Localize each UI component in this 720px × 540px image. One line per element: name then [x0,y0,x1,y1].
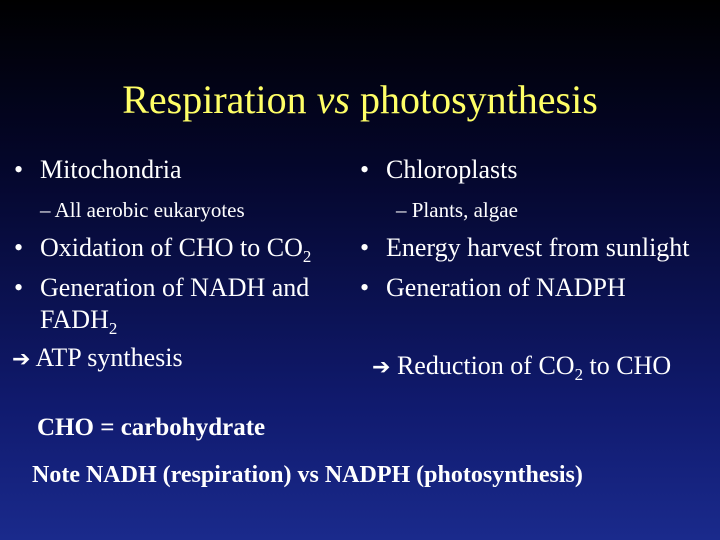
cho-definition-note: CHO = carbohydrate [37,414,266,441]
left-bullet-3-sub: 2 [108,318,118,338]
bullet-icon: • [14,273,24,302]
bullet-icon: • [360,273,370,302]
left-bullet-2-text: Oxidation of CHO to CO [40,233,303,262]
right-bullet-2-text: Energy harvest from sunlight [386,233,690,262]
right-arrow-icon: ➔ [12,347,31,372]
left-sub-eukaryotes: – All aerobic eukaryotes [40,198,245,222]
right-result [372,351,672,384]
left-bullet-1-text: Mitochondria [40,155,182,184]
left-bullet-3-line2: FADH [40,305,109,334]
left-bullet-2-sub: 2 [302,246,312,266]
bullet-icon: • [14,233,24,262]
right-bullet-energy [360,234,690,263]
right-bullet-1-text: Chloroplasts [386,155,518,184]
right-result-sub: 2 [574,364,584,384]
left-bullet-mitochondria [14,156,182,185]
left-result [12,344,183,373]
right-bullet-chloroplasts [360,156,517,185]
bullet-icon: • [360,233,370,262]
right-sub-plants: – Plants, algae [396,198,518,222]
bullet-icon: • [360,155,370,184]
left-bullet-3-line1: Generation of NADH and [40,273,310,302]
right-bullet-nadph [360,274,626,303]
right-bullet-3-text: Generation of NADPH [386,273,626,302]
right-result-text: Reduction of CO [396,351,575,380]
bullet-icon: • [14,155,24,184]
nadh-nadph-note: Note NADH (respiration) vs NADPH (photosynthesis) [32,462,583,488]
right-arrow-icon: ➔ [372,355,391,380]
title-vs: vs [316,77,350,122]
left-bullet-generation [14,274,309,303]
right-result-tail: to CHO [583,351,672,380]
left-result-text: ATP synthesis [35,343,183,372]
left-bullet-generation-line2 [40,305,118,338]
title-part1: Respiration [122,77,317,122]
title-part2: photosynthesis [349,77,598,122]
left-bullet-oxidation [14,233,312,266]
slide-title [0,78,720,122]
